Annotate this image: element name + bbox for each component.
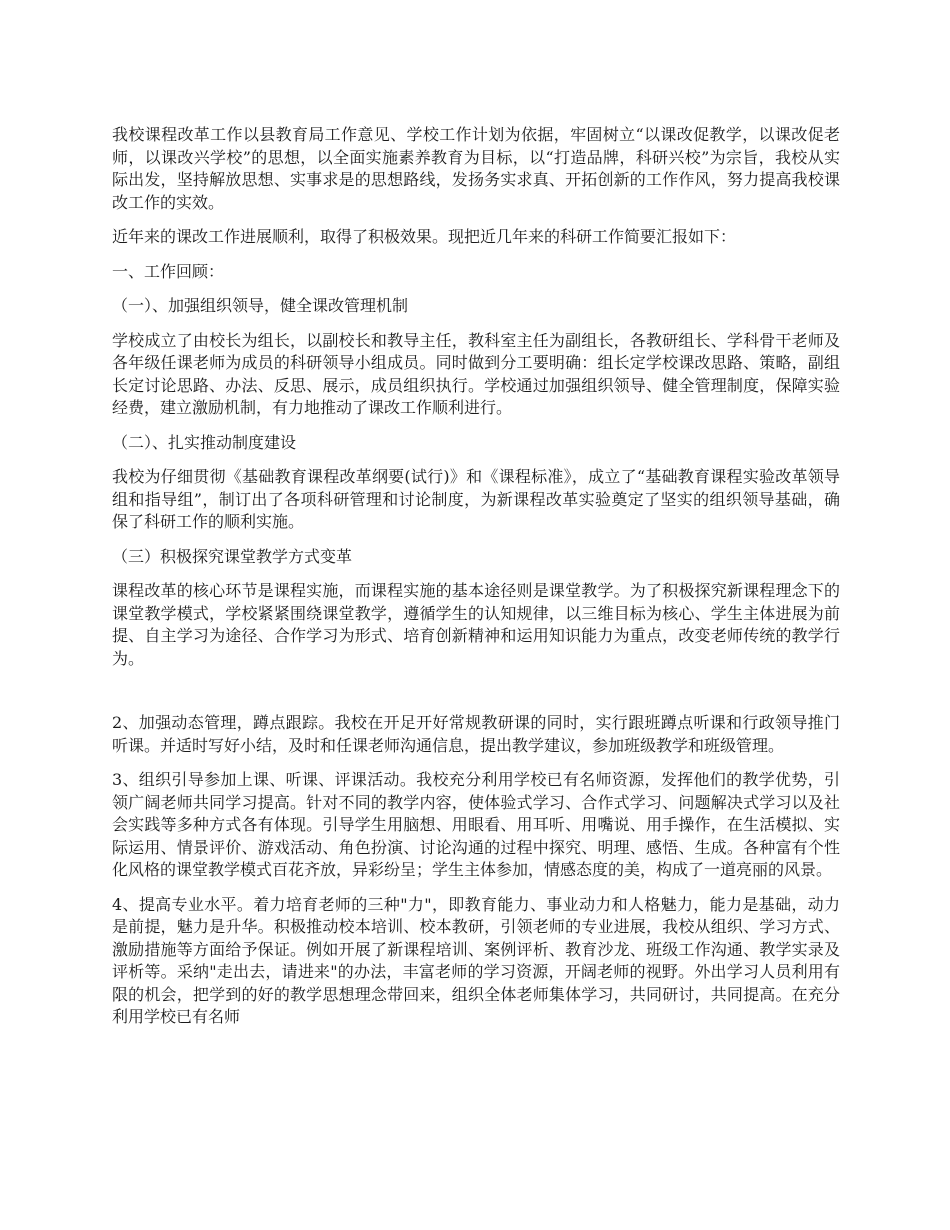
subsection-3-paragraph: 课程改革的核心环节是课程实施，而课程实施的基本途径则是课堂教学。为了积极探究新课程理念下的课堂教学模式，学校紧紧围绕课堂教学，遵循学生的认知规律，以三维目标为核心、学生主体进展为前提、自主学习为途径、合作学习为形式、培育创新精神和运用知识能力为重点，改变老师传统的教学行为。 bbox=[112, 581, 840, 668]
subsection-heading-1: （一）、加强组织领导，健全课改管理机制 bbox=[112, 296, 409, 315]
subsection-2-paragraph: 我校为仔细贯彻《基础教育课程改革纲要(试行)》和《课程标准》，成立了“基础教育课程实验改革领导组和指导组”，制订出了各项科研管理和讨论制度，为新课程改革实验奠定了坚实的组织领导基础，确保了科研工作的顺利实施。 bbox=[112, 467, 840, 531]
intro-paragraph: 我校课程改革工作以县教育局工作意见、学校工作计划为依据，牢固树立“以课改促教学，以课改促老师，以课改兴学校”的思想，以全面实施素养教育为目标，以“打造品牌，科研兴校”为宗旨，我校从实际出发，坚持解放思想、实事求是的思想路线，发扬务实求真、开拓创新的工作作风，努力提高我校课改工作的实效。 bbox=[112, 125, 840, 212]
item-4-paragraph: 4、提高专业水平。着力培育老师的三种"力"，即教育能力、事业动力和人格魅力，能力是基础，动力是前提，魅力是升华。积极推动校本培训、校本教研，引领老师的专业进展，我校从组织、学习方式、激励措施等方面给予保证。例如开展了新课程培训、案例评析、教育沙龙、班级工作沟通、教学实录及评析等。采纳"走出去，请进来"的办法，丰富老师的学习资源，开阔老师的视野。外出学习人员利用有限的机会，把学到的好的教学思想理念带回来，组织全体老师集体学习，共同研讨，共同提高。在充分利用学校已有名师 bbox=[112, 894, 840, 1026]
section-heading-review: 一、工作回顾： bbox=[112, 261, 225, 281]
item-2-paragraph: 2、加强动态管理，蹲点跟踪。我校在开足开好常规教研课的同时，实行跟班蹲点听课和行政领导推门听课。并适时写好小结，及时和任课老师沟通信息，提出教学建议，参加班级教学和班级管理。 bbox=[112, 713, 840, 755]
summary-paragraph: 近年来的课改工作进展顺利，取得了积极效果。现把近几年来的科研工作简要汇报如下： bbox=[112, 227, 737, 246]
document-page bbox=[112, 124, 840, 1041]
section-gap bbox=[112, 682, 840, 712]
subsection-heading-3: （三）积极探究课堂教学方式变革 bbox=[112, 546, 353, 566]
subsection-1-paragraph: 学校成立了由校长为组长，以副校长和教导主任，教科室主任为副组长，各教研组长、学科骨干老师及各年级任课老师为成员的科研领导小组成员。同时做到分工要明确：组长定学校课改思路、策略，副组长定讨论思路、办法、反思、展示，成员组织执行。学校通过加强组织领导、健全管理制度，保障实验经费，建立激励机制，有力地推动了课改工作顺利进行。 bbox=[112, 330, 840, 417]
subsection-heading-2: （二）、扎实推动制度建设 bbox=[112, 432, 297, 452]
item-3-paragraph: 3、组织引导参加上课、听课、评课活动。我校充分利用学校已有名师资源，发挥他们的教学优势，引领广阔老师共同学习提高。针对不同的教学内容，使体验式学习、合作式学习、问题解决式学习以及社会实践等多种方式各有体现。引导学生用脑想、用眼看、用耳听、用嘴说、用手操作，在生活模拟、实际运用、情景评价、游戏活动、角色扮演、讨论沟通的过程中探究、明理、感悟、生成。各种富有个性化风格的课堂教学模式百花齐放，异彩纷呈；学生主体参加，情感态度的美，构成了一道亮丽的风景。 bbox=[112, 770, 840, 879]
